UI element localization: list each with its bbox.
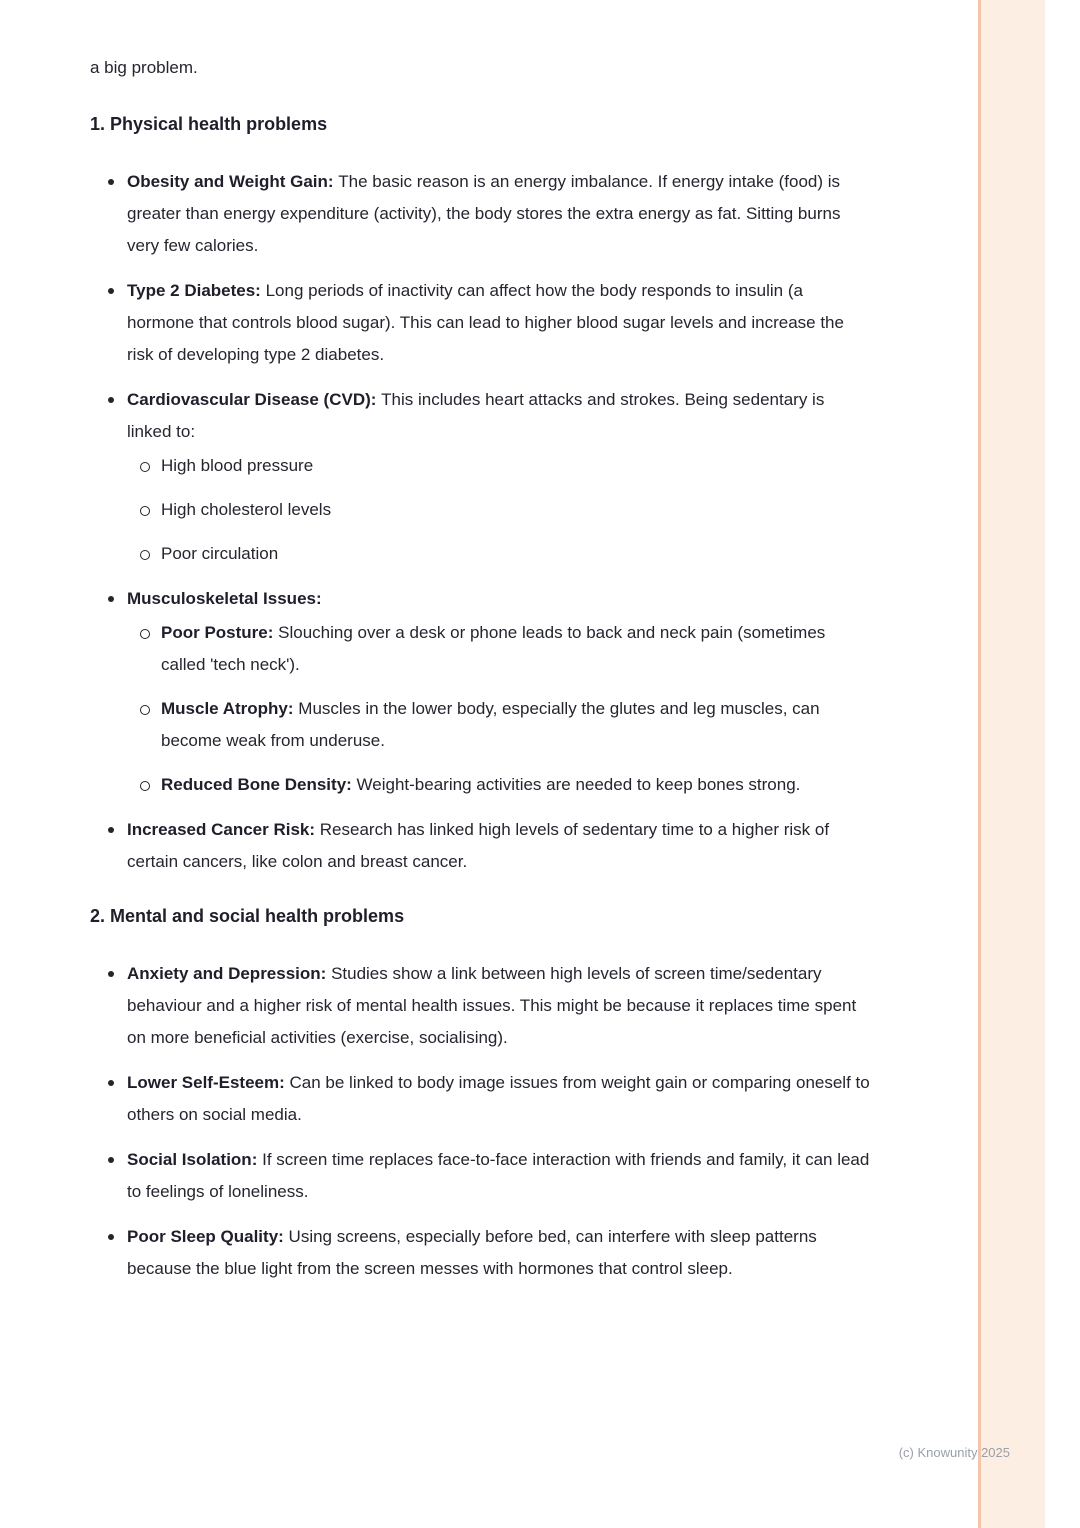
sub-list-item-term: Muscle Atrophy:: [161, 699, 299, 718]
sub-list-item-text: Poor circulation: [161, 544, 279, 563]
sub-list-item: [139, 494, 872, 526]
list-item: [106, 1221, 872, 1285]
list-item-text: Long periods of inactivity can affect how the body responds to insulin (a hormone that controls blood sugar). This can lead to higher blood sugar levels and increase the risk of developing type 2 diabetes.: [127, 281, 844, 364]
sub-bullet-list: [139, 450, 872, 570]
list-item: [106, 275, 872, 371]
list-item-text: Research has linked high levels of sedentary time to a higher risk of certain cancers, like colon and breast cancer.: [127, 820, 830, 871]
sub-list-item-text: High blood pressure: [161, 456, 314, 475]
sub-list-item: [139, 617, 872, 681]
sub-list-item-term: Poor Posture:: [161, 623, 279, 642]
list-item-term: Lower Self-Esteem:: [127, 1073, 290, 1092]
sub-list-item: [139, 538, 872, 570]
bullet-list: [106, 958, 872, 1285]
sub-list-item-text: Muscles in the lower body, especially the glutes and leg muscles, can become weak from underuse.: [161, 699, 820, 750]
list-item-term: Poor Sleep Quality:: [127, 1227, 289, 1246]
list-item-term: Musculoskeletal Issues:: [127, 589, 322, 608]
sub-bullet-list: [139, 617, 872, 801]
list-item-text: Can be linked to body image issues from weight gain or comparing oneself to others on social media.: [127, 1073, 870, 1124]
list-item: [106, 166, 872, 262]
list-item: [106, 384, 872, 570]
sections: [90, 108, 872, 1285]
sub-list-item-text: Slouching over a desk or phone leads to back and neck pain (sometimes called 'tech neck').: [161, 623, 826, 674]
list-item: [106, 1067, 872, 1131]
section-heading: 2. Mental and social health problems: [90, 906, 405, 926]
sub-list-item-term: Reduced Bone Density:: [161, 775, 357, 794]
list-item-term: Increased Cancer Risk:: [127, 820, 320, 839]
list-item: [106, 1144, 872, 1208]
sub-list-item: [139, 693, 872, 757]
page-edge-stripe: [978, 0, 1045, 1528]
sub-list-item: [139, 769, 872, 801]
list-item: [106, 958, 872, 1054]
sub-list-item-text: Weight-bearing activities are needed to keep bones strong.: [356, 775, 801, 794]
intro-text: a big problem.: [90, 58, 198, 77]
list-item: [106, 583, 872, 801]
list-item-term: Anxiety and Depression:: [127, 964, 332, 983]
list-item-text: This includes heart attacks and strokes. Being sedentary is linked to:: [127, 390, 825, 441]
list-item-text: Studies show a link between high levels of screen time/sedentary behaviour and a higher risk of mental health issues. This might be because it replaces time spent on more beneficial activities (exercise, socialising).: [127, 964, 857, 1047]
list-item-term: Social Isolation:: [127, 1150, 263, 1169]
document-page: [90, 52, 872, 1298]
bullet-list: [106, 166, 872, 878]
list-item-term: Obesity and Weight Gain:: [127, 172, 339, 191]
list-item-term: Type 2 Diabetes:: [127, 281, 266, 300]
list-item: [106, 814, 872, 878]
list-item-text: Using screens, especially before bed, can interfere with sleep patterns because the blue light from the screen messes with hormones that control sleep.: [127, 1227, 817, 1278]
section-heading: 1. Physical health problems: [90, 114, 328, 134]
list-item-text: The basic reason is an energy imbalance. If energy intake (food) is greater than energy expenditure (activity), the body stores the extra energy as fat. Sitting burns very few calories.: [127, 172, 841, 255]
sub-list-item: [139, 450, 872, 482]
list-item-text: If screen time replaces face-to-face interaction with friends and family, it can lead to feelings of loneliness.: [127, 1150, 870, 1201]
copyright-watermark: (c) Knowunity 2025: [898, 1445, 1010, 1460]
list-item-term: Cardiovascular Disease (CVD):: [127, 390, 382, 409]
sub-list-item-text: High cholesterol levels: [161, 500, 332, 519]
